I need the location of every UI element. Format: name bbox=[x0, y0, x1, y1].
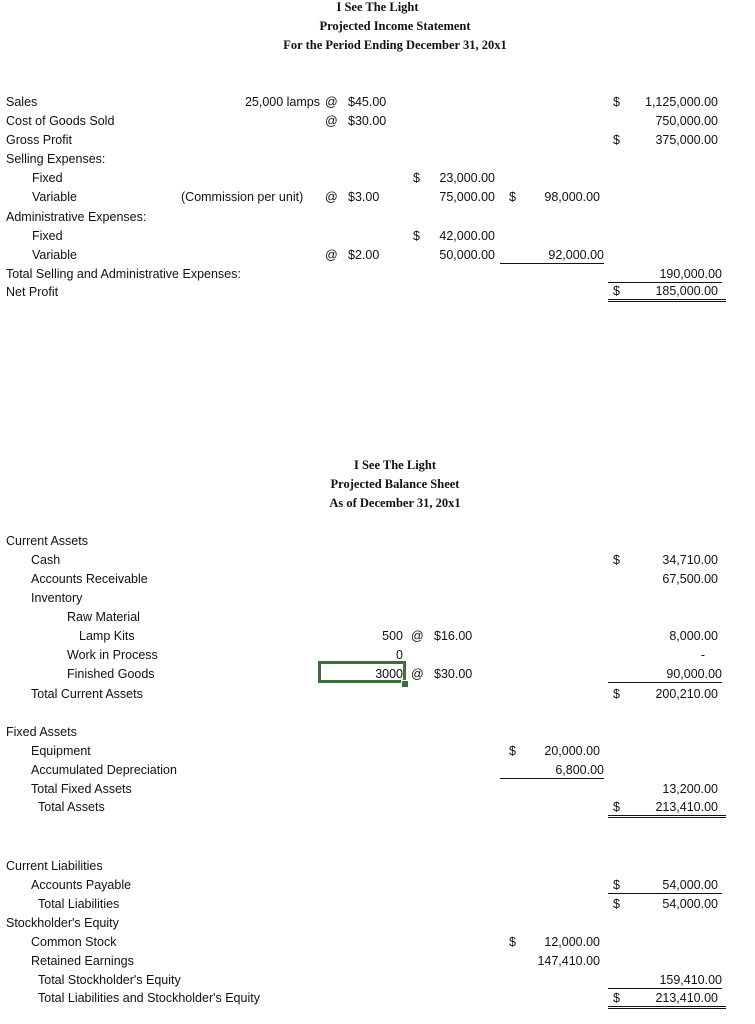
equipment-dollar: $ bbox=[509, 744, 516, 758]
income-period: For the Period Ending December 31, 20x1 bbox=[283, 38, 507, 52]
gross-total: 375,000.00 bbox=[655, 133, 718, 147]
ap-label: Accounts Payable bbox=[31, 878, 132, 892]
net-profit-cell bbox=[608, 284, 726, 302]
tca-label: Total Current Assets bbox=[31, 687, 143, 701]
ar-label: Accounts Receivable bbox=[31, 572, 148, 586]
tse-value: 159,410.00 bbox=[608, 973, 722, 989]
admin-fixed-label: Fixed bbox=[32, 229, 63, 243]
total-sa-label: Total Selling and Administrative Expenses: bbox=[6, 267, 241, 281]
common-stock-label: Common Stock bbox=[31, 935, 117, 949]
retained-earnings-label: Retained Earnings bbox=[31, 954, 134, 968]
net-dollar: $ bbox=[613, 284, 620, 298]
equipment-label: Equipment bbox=[31, 744, 91, 758]
sales-dollar: $ bbox=[613, 95, 620, 109]
raw-material-label: Raw Material bbox=[67, 610, 140, 624]
stockholders-equity-label: Stockholder's Equity bbox=[6, 916, 119, 930]
sales-total: 1,125,000.00 bbox=[645, 95, 718, 109]
tca-value: 200,210.00 bbox=[655, 687, 718, 701]
tlse-dollar: $ bbox=[613, 991, 620, 1005]
cash-label: Cash bbox=[31, 553, 61, 567]
admin-variable-label: Variable bbox=[32, 248, 77, 262]
lamp-kits-price: $16.00 bbox=[434, 629, 473, 643]
fixed-assets-label: Fixed Assets bbox=[6, 725, 77, 739]
tl-value: 54,000.00 bbox=[662, 897, 718, 911]
ap-value: 54,000.00 bbox=[662, 878, 718, 892]
wip-qty: 0 bbox=[396, 648, 403, 662]
admin-fixed-value: 42,000.00 bbox=[439, 229, 495, 243]
gross-profit-label: Gross Profit bbox=[6, 133, 72, 147]
admin-expenses-label: Administrative Expenses: bbox=[6, 210, 147, 224]
gross-dollar: $ bbox=[613, 133, 620, 147]
tfa-value: 13,200.00 bbox=[662, 782, 718, 796]
ta-value: 213,410.00 bbox=[655, 800, 718, 814]
finished-goods-value: 90,000.00 bbox=[608, 667, 722, 683]
cogs-price: $30.00 bbox=[348, 114, 387, 128]
admin-total: 92,000.00 bbox=[500, 248, 604, 264]
ar-value: 67,500.00 bbox=[662, 572, 718, 586]
cogs-label: Cost of Goods Sold bbox=[6, 114, 115, 128]
lamp-kits-label: Lamp Kits bbox=[79, 629, 135, 643]
selling-expenses-label: Selling Expenses: bbox=[6, 152, 106, 166]
balance-title: I See The Light bbox=[353, 458, 437, 472]
selling-fixed-dollar: $ bbox=[413, 171, 420, 185]
sales-at: @ bbox=[325, 95, 338, 109]
net-total: 185,000.00 bbox=[655, 284, 718, 298]
admin-fixed-dollar: $ bbox=[413, 229, 420, 243]
sales-units: 25,000 lamps bbox=[244, 95, 320, 109]
selling-variable-value: 75,000.00 bbox=[439, 190, 495, 204]
cogs-total: 750,000.00 bbox=[655, 114, 718, 128]
tfa-label: Total Fixed Assets bbox=[31, 782, 132, 796]
selling-total: 98,000.00 bbox=[544, 190, 600, 204]
wip-value: - bbox=[700, 648, 705, 662]
ta-cell bbox=[608, 800, 726, 818]
tlse-label: Total Liabilities and Stockholder's Equity bbox=[38, 991, 260, 1005]
income-subtitle: Projected Income Statement bbox=[319, 19, 471, 33]
selling-variable-rate: $3.00 bbox=[348, 190, 380, 204]
net-profit-label: Net Profit bbox=[6, 285, 59, 299]
total-sa-value: 190,000.00 bbox=[608, 267, 722, 283]
tlse-value: 213,410.00 bbox=[655, 991, 718, 1005]
admin-variable-at: @ bbox=[325, 248, 338, 262]
selling-variable-note: (Commission per unit) bbox=[181, 190, 304, 204]
tca-dollar: $ bbox=[613, 687, 620, 701]
equipment-value: 20,000.00 bbox=[544, 744, 600, 758]
current-liabilities-label: Current Liabilities bbox=[6, 859, 103, 873]
lamp-kits-qty: 500 bbox=[382, 629, 403, 643]
finished-goods-price: $30.00 bbox=[434, 667, 473, 681]
wip-label: Work in Process bbox=[67, 648, 158, 662]
inventory-label: Inventory bbox=[31, 591, 83, 605]
income-title: I See The Light bbox=[336, 0, 419, 14]
accum-dep-value: 6,800.00 bbox=[500, 763, 604, 779]
tl-label: Total Liabilities bbox=[38, 897, 120, 911]
selling-fixed-value: 23,000.00 bbox=[439, 171, 495, 185]
common-stock-value: 12,000.00 bbox=[544, 935, 600, 949]
cash-dollar: $ bbox=[613, 553, 620, 567]
current-assets-label: Current Assets bbox=[6, 534, 88, 548]
tlse-cell bbox=[608, 991, 726, 1009]
ta-dollar: $ bbox=[613, 800, 620, 814]
selling-variable-label: Variable bbox=[32, 190, 77, 204]
selling-fixed-label: Fixed bbox=[32, 171, 63, 185]
ta-label: Total Assets bbox=[38, 800, 105, 814]
tse-label: Total Stockholder's Equity bbox=[38, 973, 181, 987]
cogs-at: @ bbox=[325, 114, 338, 128]
lamp-kits-value: 8,000.00 bbox=[669, 629, 718, 643]
finished-goods-at: @ bbox=[411, 667, 424, 681]
selling-total-dollar: $ bbox=[509, 190, 516, 204]
tl-dollar: $ bbox=[613, 897, 620, 911]
retained-earnings-value: 147,410.00 bbox=[537, 954, 600, 968]
admin-variable-rate: $2.00 bbox=[348, 248, 380, 262]
common-stock-dollar: $ bbox=[509, 935, 516, 949]
admin-variable-value: 50,000.00 bbox=[439, 248, 495, 262]
sales-price: $45.00 bbox=[348, 95, 387, 109]
sales-label: Sales bbox=[6, 95, 38, 109]
accum-dep-label: Accumulated Depreciation bbox=[31, 763, 177, 777]
ap-cell bbox=[608, 878, 722, 894]
balance-period: As of December 31, 20x1 bbox=[329, 496, 461, 510]
balance-subtitle: Projected Balance Sheet bbox=[330, 477, 460, 491]
ap-dollar: $ bbox=[613, 878, 620, 892]
finished-goods-label: Finished Goods bbox=[67, 667, 155, 681]
cash-value: 34,710.00 bbox=[662, 553, 718, 567]
selling-variable-at: @ bbox=[325, 190, 338, 204]
lamp-kits-at: @ bbox=[411, 629, 424, 643]
finished-goods-qty: 3000 bbox=[375, 667, 403, 681]
